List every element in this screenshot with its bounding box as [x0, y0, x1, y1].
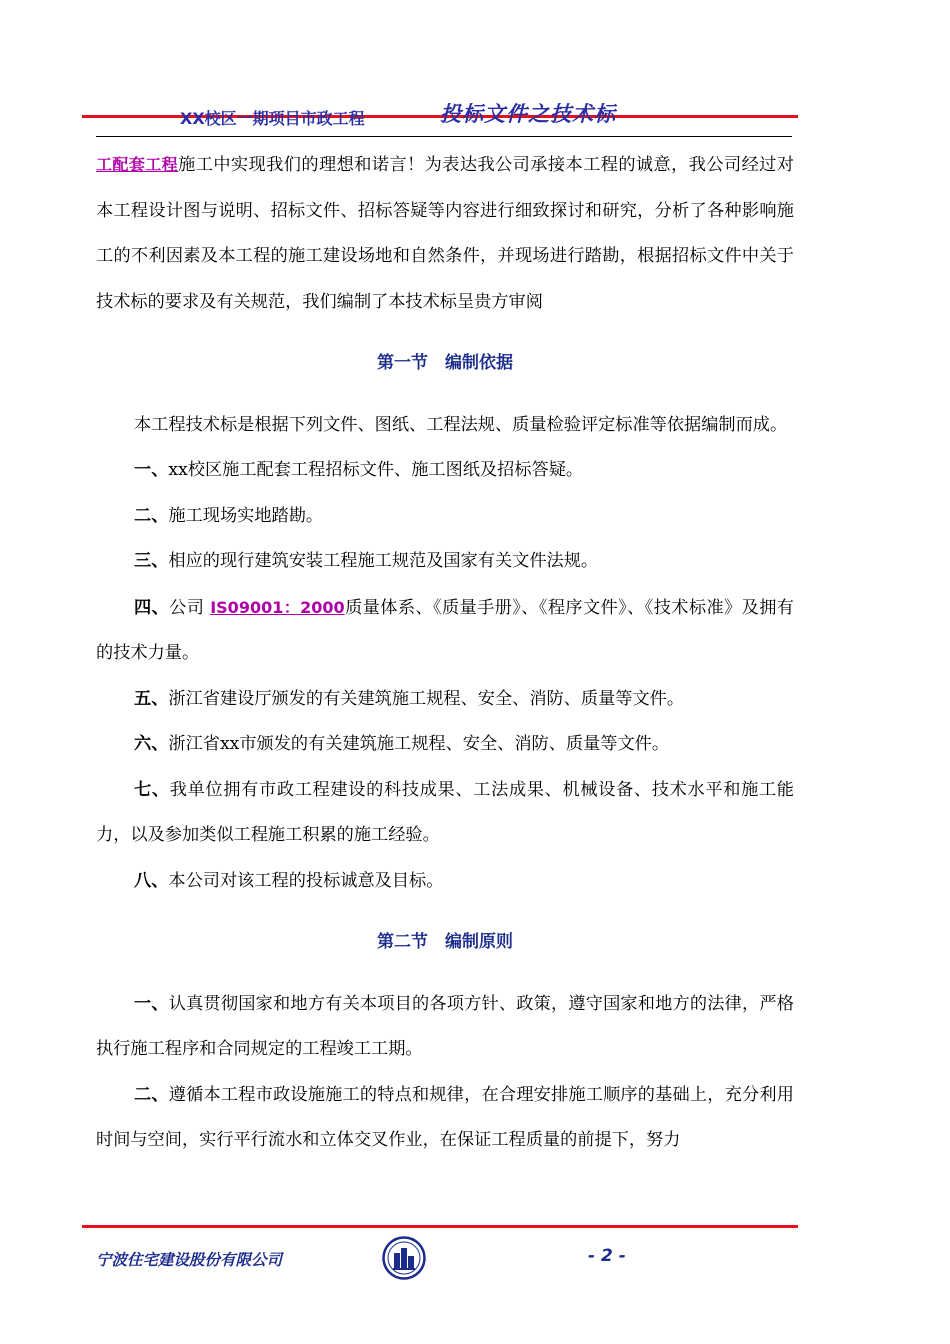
section1-item: 四、公司 IS09001：2000质量体系、《质量手册》、《程序文件》、《技术标准》及拥有的技术力量。: [96, 597, 794, 663]
section1-item: 七、我单位拥有市政工程建设的科技成果、工法成果、机械设备、技术水平和施工能力，以及参加类似工程施工积累的施工经验。: [96, 779, 794, 845]
section2-item: 二、遵循本工程市政设施施工的特点和规律，在合理安排施工顺序的基础上，充分利用时间与空间，实行平行流水和立体交叉作业，在保证工程质量的前提下，努力: [96, 1084, 794, 1150]
section1-item: 六、浙江省xx市颁发的有关建筑施工规程、安全、消防、质量等文件。: [134, 734, 670, 754]
section1-item: 五、浙江省建设厅颁发的有关建筑施工规程、安全、消防、质量等文件。: [134, 688, 685, 709]
footer-company-name: 宁波住宅建设股份有限公司: [96, 1251, 283, 1269]
section1-item: 八、本公司对该工程的投标诚意及目标。: [134, 870, 444, 891]
page-number: - 2 -: [588, 1246, 626, 1266]
company-logo-icon: [382, 1236, 426, 1280]
section1-item: 一、xx校区施工配套工程招标文件、施工图纸及招标答疑。: [134, 460, 584, 480]
section1-item: 三、相应的现行建筑安装工程施工规范及国家有关文件法规。: [134, 551, 599, 571]
section2-item: 一、认真贯彻国家和地方有关本项目的各项方针、政策，遵守国家和地方的法律，严格执行施工程序和合同规定的工程竣工工期。: [96, 993, 794, 1059]
iso-standard-link[interactable]: IS09001：2000: [210, 597, 345, 617]
header-project-title: XX校区一期项目市政工程: [180, 109, 365, 128]
section1-item: 二、施工现场实地踏勘。: [134, 505, 324, 526]
intro-text: 施工中实现我们的理想和诺言！为表达我公司承接本工程的诚意，我公司经过对本工程设计图与说明、招标文件、招标答疑等内容进行细致探讨和研究，分析了各种影响施工的不利因素及本工程的施工建设场地和自然条件，并现场进行踏勘，根据招标文件中关于技术标的要求及有关规范，我们编制了本技术标呈贵方审阅: [96, 155, 794, 312]
document-body: [96, 142, 794, 1164]
intro-highlight-link[interactable]: 工配套工程: [96, 155, 179, 174]
footer-red-rule: [82, 1225, 798, 1228]
header-doc-title: 投标文件之技术标: [440, 102, 616, 126]
header-black-rule: [96, 136, 792, 137]
intro-paragraph: [96, 142, 794, 325]
section1-heading: 第一节 编制依据: [377, 353, 513, 373]
section2-heading: 第二节 编制原则: [377, 932, 513, 952]
section1-lead: 本工程技术标是根据下列文件、图纸、工程法规、质量检验评定标准等依据编制而成。: [134, 414, 788, 435]
